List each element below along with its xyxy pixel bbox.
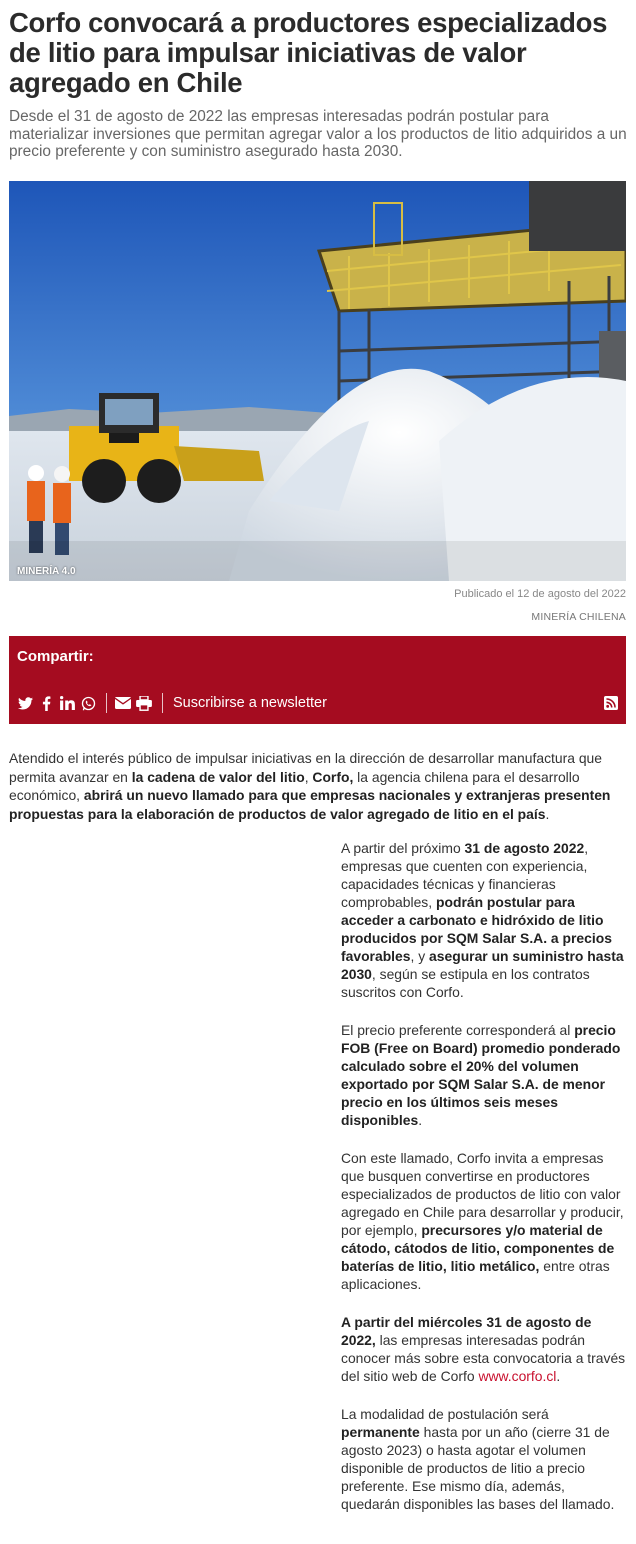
image-category-tag[interactable]: MINERÍA 4.0 [17,566,76,577]
text-span: . [556,1368,561,1384]
text-span: , [304,768,313,785]
published-date: Publicado el 12 de agosto del 2022 [454,588,626,600]
article-source[interactable]: MINERÍA CHILENA [531,611,626,623]
text-span: . [545,805,550,822]
share-divider [162,693,163,713]
facebook-icon[interactable] [38,695,54,711]
bold-span: A partir del miércoles 31 de agosto de 2022, [341,1314,592,1348]
hero-image [9,181,626,581]
article-title: Corfo convocará a productores especializados de litio para impulsar iniciativas de valor agregado en Chile [9,7,608,98]
email-icon[interactable] [115,695,131,711]
whatsapp-icon[interactable] [80,695,96,711]
article-paragraph-3 [341,1149,626,1293]
text-span: , empresas que cuenten con experiencia, capacidades técnicas y financieras comprobables, [341,840,589,910]
bold-span: 31 de agosto 2022 [464,840,585,856]
bold-span: asegurar un suministro hasta 2030 [341,948,624,982]
newsletter-link[interactable]: Suscribirse a newsletter [173,695,327,711]
lithium-plant-photo [9,181,626,581]
article-paragraph-4 [341,1313,626,1385]
bold-span: Corfo, [312,768,354,785]
share-title: Compartir: [17,648,94,665]
text-span: entre otras aplicaciones. [341,1258,610,1292]
corfo-website-link[interactable]: www.corfo.cl [478,1368,557,1384]
share-bar [9,636,626,724]
print-icon[interactable] [136,695,152,711]
twitter-icon[interactable] [17,695,33,711]
linkedin-icon[interactable] [59,695,75,711]
text-span: A partir del próximo [341,840,465,856]
article-intro-paragraph [9,749,629,823]
text-span: Atendido el interés público de impulsar iniciativas en la dirección de desarrollar manufactura que permita avanzar en [9,750,602,785]
text-span: Con este llamado, Corfo invita a empresas que busquen convertirse en productores especializados de productos de litio con valor agregado en Chile para desarrollar y producir, por ejemplo, [341,1150,624,1238]
text-span: . [418,1112,423,1128]
text-span: las empresas interesadas podrán conocer más sobre esta convocatoria a través del sitio web de Corfo [341,1332,626,1384]
bold-span: podrán postular para acceder a carbonato e hidróxido de litio producidos por SQM Salar S.A. a precios favorables [341,894,612,964]
text-span: , y [410,948,430,964]
bold-span: precio FOB (Free on Board) promedio ponderado calculado sobre el 20% del volumen exportado por SQM Salar S.A. de menor precio en los últimos seis meses disponibles [341,1022,621,1128]
share-divider [106,693,107,713]
text-span: El precio preferente corresponderá al [341,1022,575,1038]
text-span: hasta por un año (cierre 31 de agosto 2023) o hasta agotar el volumen disponible de productos de litio a precio preferente. Ese mismo día, además, quedarán disponibles las bases del llamado. [341,1424,615,1512]
bold-span: abrirá un nuevo llamado para que empresas nacionales y extranjeras presenten propuestas para la elaboración de productos de valor agregado de litio en el país [9,787,611,822]
share-icons-row [17,694,327,712]
rss-icon[interactable] [604,696,618,710]
article-paragraph-2 [341,1021,626,1129]
article-lead: Desde el 31 de agosto de 2022 las empresas interesadas podrán postular para materializar inversiones que permitan agregar valor a los productos de litio adquiridos a un precio preferente y con suministro asegurado hasta 2030. [9,108,627,160]
text-span: La modalidad de postulación será [341,1406,549,1422]
bold-span: permanente [341,1424,420,1440]
article-paragraph-5 [341,1405,626,1513]
text-span: la agencia chilena para el desarrollo económico, [9,768,580,803]
bold-span: precursores y/o material de cátodo, cátodos de litio, componentes de baterías de litio, litio metálico, [341,1222,615,1274]
bold-span: la cadena de valor del litio [131,768,305,785]
text-span: , según se estipula en los contratos suscritos con Corfo. [341,966,590,1000]
article-paragraph-1 [341,839,626,1001]
